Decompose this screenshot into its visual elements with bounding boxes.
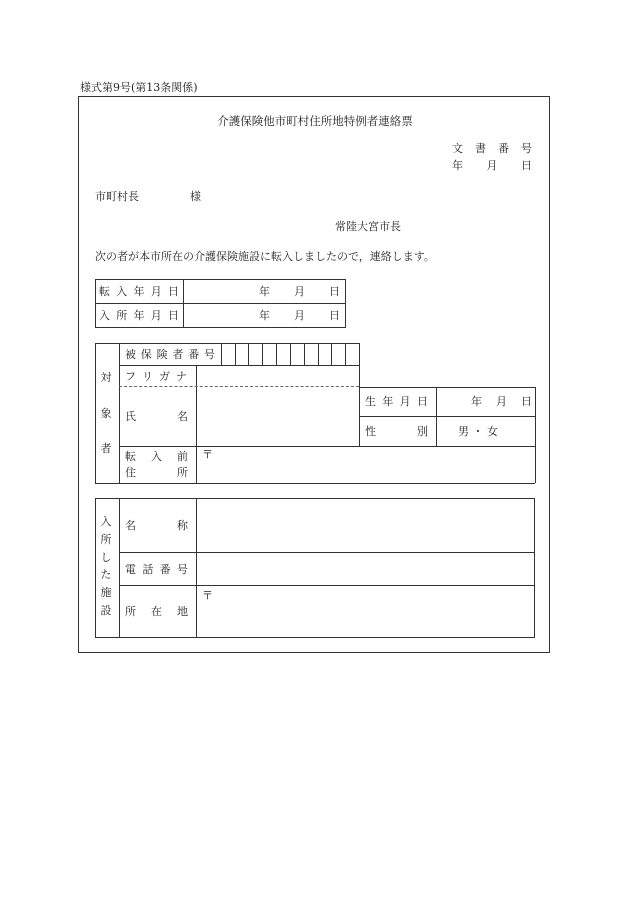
doc-number-label	[452, 143, 532, 154]
number-cell-divider	[248, 343, 249, 365]
subject-right-border	[535, 387, 536, 483]
doc-number-char: 文	[452, 142, 463, 155]
number-cell-divider	[290, 343, 291, 365]
col-divider	[183, 279, 184, 328]
header-date	[452, 160, 532, 171]
facility-address-label: 所 在 地	[125, 605, 188, 618]
subject-left-border	[95, 343, 96, 483]
row-divider	[359, 416, 535, 417]
facility-side-label: 入 所 し た 施 設	[100, 515, 112, 617]
furigana-divider	[119, 386, 359, 387]
addressee-honorific: 様	[190, 190, 201, 203]
facility-phone-label: 電 話 番 号	[125, 563, 188, 576]
postal-mark-icon: 〒	[202, 448, 213, 461]
col-divider	[196, 365, 197, 483]
day-unit: 日	[521, 159, 532, 172]
name-label: 氏 名	[125, 410, 188, 423]
birth-day-unit: 日	[521, 395, 532, 408]
admission-month-unit: 月	[294, 309, 305, 322]
admission-year-unit: 年	[259, 309, 270, 322]
admission-date-label: 入 所 年 月 日	[99, 309, 179, 322]
move-in-day-unit: 日	[329, 285, 340, 298]
subject-top-border	[95, 343, 359, 344]
col-divider	[359, 343, 360, 387]
number-cell-divider	[262, 343, 263, 365]
birth-year-unit: 年	[471, 395, 482, 408]
number-cell-divider	[318, 343, 319, 365]
subject-bottom-border	[95, 483, 535, 484]
month-unit: 月	[486, 159, 498, 172]
year-unit: 年	[452, 159, 463, 172]
move-in-year-unit: 年	[259, 285, 270, 298]
sender-name: 常陸大宮市長	[335, 220, 401, 233]
postal-mark-icon: 〒	[202, 589, 213, 602]
col-divider	[119, 498, 120, 638]
doc-number-char: 番	[498, 142, 509, 155]
move-in-date-label: 転 入 年 月 日	[99, 285, 179, 298]
addressee-mayor: 市町村長	[95, 190, 139, 203]
number-cell-divider	[235, 343, 236, 365]
insured-number-label: 被 保 険 者 番 号	[125, 348, 215, 361]
number-cell-divider	[276, 343, 277, 365]
row-divider	[119, 365, 359, 366]
body-text: 次の者が本市所在の介護保険施設に転入しましたので，連絡します。	[95, 250, 435, 263]
col-divider	[119, 343, 120, 483]
facility-name-label: 名 称	[125, 519, 188, 532]
form-number: 様式第9号(第13条関係)	[80, 81, 198, 94]
row-divider	[119, 585, 535, 586]
number-cell-divider	[304, 343, 305, 365]
number-cell-divider	[345, 343, 346, 365]
prev-address-label-2: 住 所	[125, 466, 188, 479]
row-divider	[119, 552, 535, 553]
subject-side-label: 対 象 者	[100, 371, 112, 455]
doc-number-char: 号	[521, 142, 532, 155]
number-cell-divider	[331, 343, 332, 365]
birth-month-unit: 月	[496, 395, 507, 408]
birthdate-label: 生 年 月 日	[365, 395, 428, 408]
admission-day-unit: 日	[329, 309, 340, 322]
doc-number-char: 書	[475, 142, 486, 155]
row-divider	[119, 446, 535, 447]
number-cell-divider	[221, 343, 222, 365]
row-divider	[95, 303, 346, 304]
sex-options: 男 ・ 女	[458, 425, 498, 438]
prev-address-label-1: 転 入 前	[125, 450, 188, 463]
row-divider	[359, 387, 535, 388]
sex-label: 性 別	[365, 425, 428, 438]
move-in-month-unit: 月	[294, 285, 305, 298]
form-title: 介護保険他市町村住所地特例者連絡票	[217, 114, 413, 128]
col-divider	[196, 498, 197, 638]
furigana-label: フ リ ガ ナ	[125, 370, 187, 383]
